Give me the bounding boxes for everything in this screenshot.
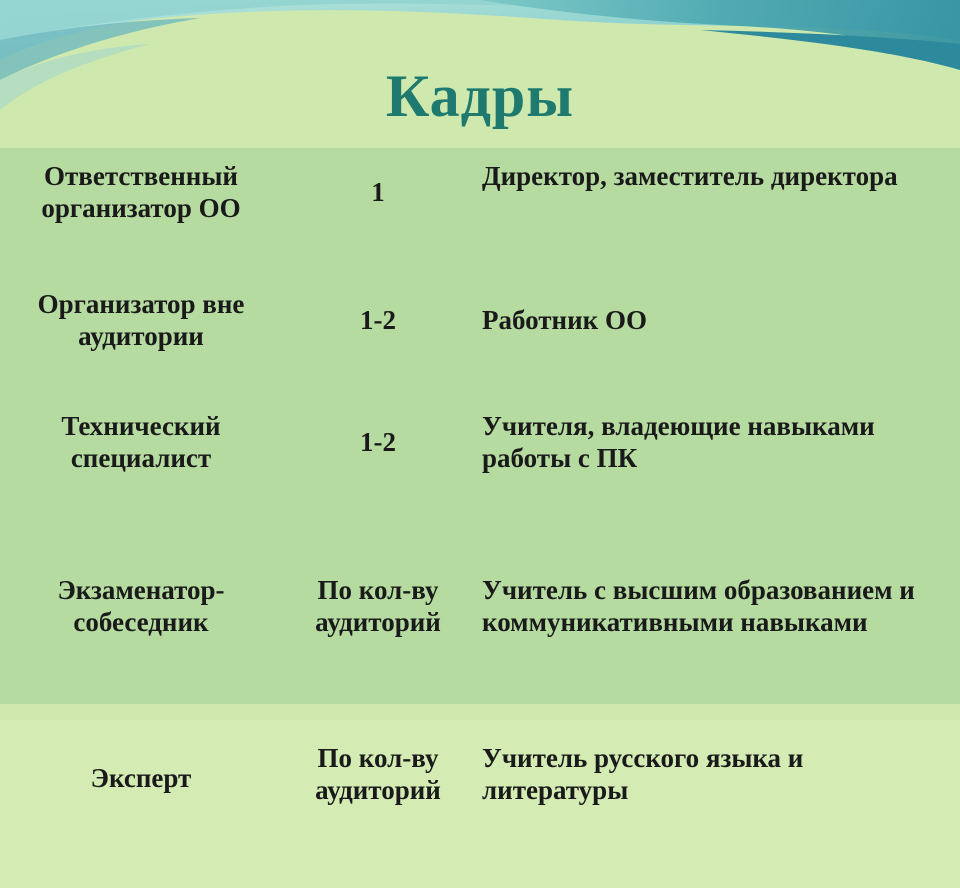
staff-source-cell: Учитель русского языка и литературы — [482, 743, 804, 805]
staff-source-cell: Учителя, владеющие навыками работы с ПК — [482, 411, 875, 473]
role-cell: Экзаменатор-собеседник — [57, 575, 225, 637]
table-row — [0, 702, 960, 888]
staff-source-cell: Директор, заместитель директора — [482, 161, 898, 191]
role-cell: Эксперт — [90, 763, 192, 793]
slide-title: Кадры — [385, 63, 575, 129]
table-row — [0, 280, 960, 392]
role-cell: Ответственный организатор ОО — [41, 161, 241, 223]
staff-table-container — [0, 148, 960, 805]
count-cell: По кол-ву аудиторий — [315, 743, 441, 805]
role-cell: Технический специалист — [61, 411, 221, 473]
staff-source-cell: Работник ОО — [482, 305, 647, 335]
table-row — [0, 148, 960, 280]
count-cell: По кол-ву аудиторий — [315, 575, 441, 637]
staff-table — [0, 148, 960, 888]
staff-source-cell: Учитель с высшим образованием и коммуникативными навыками — [482, 575, 915, 637]
count-cell: 1-2 — [360, 427, 396, 457]
table-row — [0, 392, 960, 536]
count-cell: 1-2 — [360, 305, 396, 335]
role-cell: Организатор вне аудитории — [37, 289, 245, 351]
count-cell: 1 — [371, 177, 385, 207]
table-row — [0, 536, 960, 702]
